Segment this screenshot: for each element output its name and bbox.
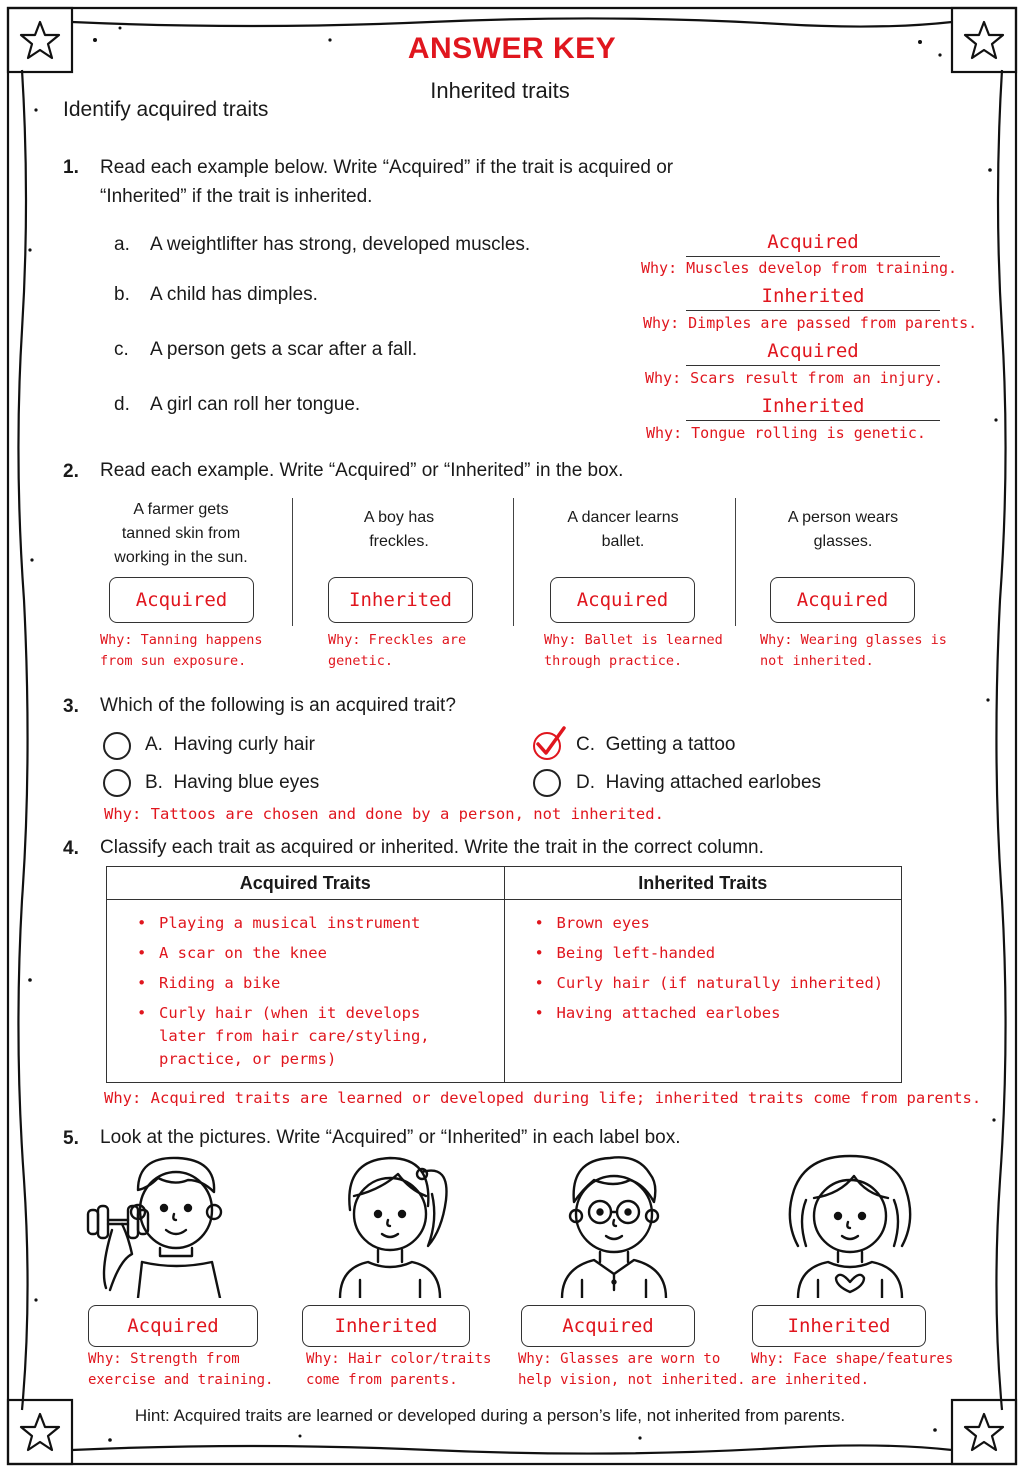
label-box[interactable]: Inherited <box>302 1305 470 1347</box>
list-item: • A scar on the knee <box>137 942 504 965</box>
radio-option-a[interactable] <box>103 732 131 760</box>
q2-example: A person wears glasses. <box>787 509 899 550</box>
option-label: D. Having attached earlobes <box>576 772 822 793</box>
answer-field[interactable]: Inherited <box>686 394 940 421</box>
girl-with-curly-hair-picture <box>770 1150 930 1298</box>
boy-lifting-dumbbell-picture <box>80 1150 260 1298</box>
q1-item: d. A girl can roll her tongue. <box>114 394 361 415</box>
q1-item: c. A person gets a scar after a fall. <box>114 339 418 360</box>
list-item: • Curly hair (when it develops later from hair care/styling, practice, or perms) <box>137 1002 449 1071</box>
why-explanation: Why: Freckles are genetic. <box>328 632 467 669</box>
list-item: • Having attached earlobes <box>535 1002 902 1025</box>
radio-option-d[interactable] <box>533 769 561 797</box>
radio-option-b[interactable] <box>103 769 131 797</box>
answer-box[interactable]: Inherited <box>328 577 473 623</box>
answer-box[interactable]: Acquired <box>550 577 695 623</box>
option-label: B. Having blue eyes <box>145 772 320 793</box>
list-item: • Brown eyes <box>535 912 902 935</box>
why-explanation: Why: Strength from exercise and training. <box>88 1351 274 1388</box>
column-divider <box>292 498 293 626</box>
question-number: 4. <box>63 838 79 859</box>
boy-with-glasses-picture <box>534 1150 694 1298</box>
column-header-acquired: Acquired Traits <box>107 867 505 900</box>
answer-field[interactable]: Inherited <box>686 284 940 311</box>
question-number: 1. <box>63 157 79 178</box>
hint-text: Hint: Acquired traits are learned or developed during a person’s life, not inherited from parents. <box>134 1406 846 1425</box>
answer-field[interactable]: Acquired <box>686 230 940 257</box>
checkmark-icon <box>530 722 570 762</box>
option-label: A. Having curly hair <box>145 734 316 755</box>
page-title: ANSWER KEY <box>407 32 617 65</box>
question-number: 2. <box>63 461 79 482</box>
why-explanation: Why: Glasses are worn to help vision, not inherited. <box>518 1351 746 1388</box>
question-prompt: Classify each trait as acquired or inherited. Write the trait in the correct column. <box>100 837 764 858</box>
column-divider <box>735 498 736 626</box>
question-number: 3. <box>63 696 79 717</box>
traits-table <box>106 866 902 1083</box>
answer-box[interactable]: Acquired <box>770 577 915 623</box>
column-divider <box>513 498 514 626</box>
why-explanation: Why: Ballet is learned through practice. <box>544 632 723 669</box>
why-explanation: Why: Muscles develop from training. <box>641 259 958 277</box>
label-box[interactable]: Acquired <box>521 1305 695 1347</box>
why-explanation: Why: Wearing glasses is not inherited. <box>760 632 947 669</box>
label-box[interactable]: Inherited <box>752 1305 926 1347</box>
page-subtitle: Inherited traits <box>430 78 570 103</box>
list-item: • Curly hair (if naturally inherited) <box>535 972 902 995</box>
why-explanation: Why: Tongue rolling is genetic. <box>646 424 926 442</box>
list-item: • Playing a musical instrument <box>137 912 504 935</box>
question-prompt: Look at the pictures. Write “Acquired” or “Inherited” in each label box. <box>100 1127 681 1148</box>
column-header-inherited: Inherited Traits <box>504 867 902 900</box>
section-label: Identify acquired traits <box>63 98 269 121</box>
why-explanation: Why: Hair color/traits come from parents. <box>306 1351 492 1388</box>
answer-field[interactable]: Acquired <box>686 339 940 366</box>
answer-box[interactable]: Acquired <box>109 577 254 623</box>
acquired-column[interactable] <box>107 900 505 1083</box>
inherited-column[interactable] <box>504 900 902 1083</box>
question-prompt: Read each example below. Write “Acquired” if the trait is acquired or “Inherited” if the trait is inherited. <box>100 157 674 207</box>
q1-item: a. A weightlifter has strong, developed muscles. <box>114 234 531 255</box>
option-label: C. Getting a tattoo <box>576 734 736 755</box>
question-number: 5. <box>63 1128 79 1149</box>
why-explanation: Why: Tanning happens from sun exposure. <box>100 632 263 669</box>
question-prompt: Which of the following is an acquired trait? <box>100 695 456 716</box>
q2-example: A dancer learns ballet. <box>567 509 679 550</box>
label-box[interactable]: Acquired <box>88 1305 258 1347</box>
why-explanation: Why: Dimples are passed from parents. <box>643 314 978 332</box>
q1-item: b. A child has dimples. <box>114 284 318 305</box>
girl-with-ponytail-picture <box>310 1150 470 1298</box>
list-item: • Being left-handed <box>535 942 902 965</box>
why-explanation: Why: Acquired traits are learned or developed during life; inherited traits come from parents. <box>104 1089 982 1107</box>
question-prompt: Read each example. Write “Acquired” or “Inherited” in the box. <box>100 460 624 481</box>
why-explanation: Why: Face shape/features are inherited. <box>751 1351 954 1388</box>
q2-example: A farmer gets tanned skin from working in the sun. <box>114 501 248 566</box>
list-item: • Riding a bike <box>137 972 504 995</box>
why-explanation: Why: Tattoos are chosen and done by a person, not inherited. <box>104 805 664 823</box>
why-explanation: Why: Scars result from an injury. <box>645 369 944 387</box>
q2-example: A boy has freckles. <box>363 509 435 550</box>
